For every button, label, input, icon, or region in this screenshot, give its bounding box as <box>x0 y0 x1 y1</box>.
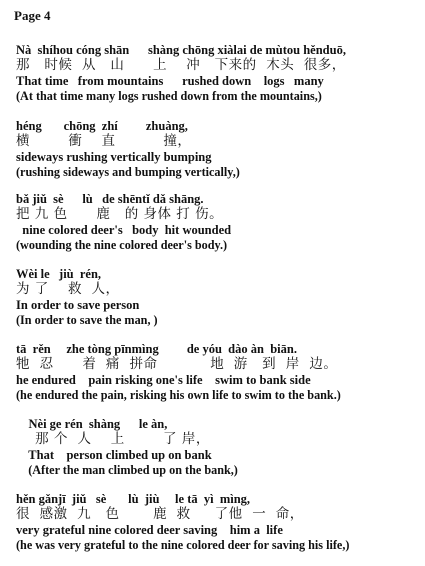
hanzi-line: 横 衝 直 撞， <box>16 133 192 149</box>
hanzi-line: 那 时候 从 山 上 冲 下来的 木头 很多， <box>16 57 346 73</box>
pinyin-line: Nà shíhou cóng shān shàng chōng xiàlai de mùtou hěnduō, <box>16 43 346 57</box>
pinyin-line: bǎ jiǔ sè lù de shēntǐ dǎ shāng. <box>16 192 204 206</box>
gloss-line: That person climbed up on bank <box>16 448 212 462</box>
translation-line: (wounding the nine colored deer's body.) <box>16 238 228 252</box>
gloss-line: That time from mountains rushed down logs many <box>16 74 324 88</box>
hanzi-line: 很 感激 九 色 鹿 救 了他 一 命， <box>16 506 304 522</box>
pinyin-line: hěn gǎnjī jiǔ sè lù jiù le tā yì mìng, <box>16 492 251 506</box>
translation-line: (rushing sideways and bumping vertically,) <box>16 165 240 179</box>
gloss-line: In order to save person <box>16 298 140 312</box>
translation-line: (he endured the pain, risking his own life to swim to the bank.) <box>16 388 341 402</box>
hanzi-line: 为 了 救 人， <box>16 281 120 297</box>
pinyin-line: Nèi ge rén shàng le àn, <box>16 417 168 431</box>
gloss-line: he endured pain risking one's life swim to bank side <box>16 373 311 387</box>
translation-line: (In order to save the man, ) <box>16 313 158 327</box>
gloss-line: nine colored deer's body hit wounded <box>16 223 232 237</box>
page-label: Page 4 <box>14 8 51 23</box>
translation-line: (At that time many logs rushed down from the mountains,) <box>16 89 322 103</box>
translation-line: (he was very grateful to the nine colored deer for saving his life,) <box>16 538 350 552</box>
translation-line: (After the man climbed up on the bank,) <box>16 463 238 477</box>
hanzi-line: 把 九 色 鹿 的 身体 打 伤。 <box>16 206 224 222</box>
pinyin-line: tā rěn zhe tòng pīnmìng de yóu dào àn biān. <box>16 342 297 356</box>
hanzi-line: 牠 忍 着 痛 拼命 地 游 到 岸 边。 <box>16 356 338 372</box>
pinyin-line: Wèi le jiù rén, <box>16 267 102 281</box>
pinyin-line: héng chōng zhí zhuàng, <box>16 119 188 133</box>
gloss-line: sideways rushing vertically bumping <box>16 150 212 164</box>
gloss-line: very grateful nine colored deer saving him a life <box>16 523 283 537</box>
hanzi-line: 那 个 人 上 了 岸， <box>16 431 210 447</box>
